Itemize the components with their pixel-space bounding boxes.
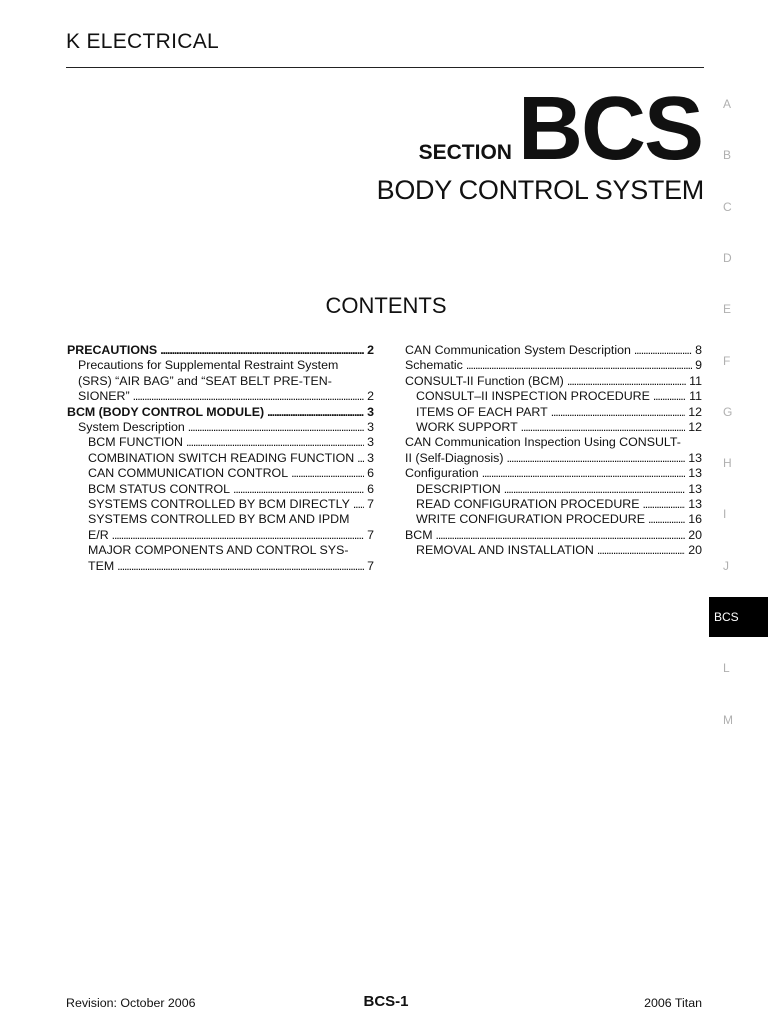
toc-right-column — [404, 343, 702, 559]
toc-entry-text: BCM FUNCTION — [88, 435, 183, 450]
toc-leader-dots — [521, 420, 686, 435]
toc-leader-dots — [597, 543, 685, 558]
toc-entry-text: CONSULT-II Function (BCM) — [405, 373, 564, 388]
section-heading — [418, 79, 702, 179]
toc-entry-line — [416, 497, 702, 512]
index-tab-bcs[interactable]: BCS — [709, 597, 768, 637]
toc-leader-dots — [643, 497, 686, 512]
section-name: BODY CONTROL SYSTEM — [376, 175, 704, 205]
toc-entry-text: WORK SUPPORT — [416, 420, 518, 435]
index-tab-c[interactable]: C — [723, 199, 732, 214]
index-tab-d[interactable]: D — [723, 250, 732, 265]
toc-page-number: 16 — [688, 512, 702, 527]
toc-entry-line — [88, 528, 374, 543]
toc-leader-dots — [291, 466, 364, 481]
toc-entry-line — [416, 512, 702, 527]
toc-entry-text: Schematic — [405, 358, 463, 373]
toc-entry[interactable] — [404, 358, 702, 373]
toc-leader-dots — [133, 389, 364, 404]
toc-entry[interactable] — [404, 435, 702, 466]
toc-entry-line — [416, 420, 702, 435]
toc-entry-text: REMOVAL AND INSTALLATION — [416, 543, 594, 558]
toc-entry[interactable] — [66, 435, 374, 450]
toc-entry-text: CONSULT–II INSPECTION PROCEDURE — [416, 389, 650, 404]
toc-entry-line — [405, 343, 702, 358]
toc-page-number: 3 — [367, 435, 374, 450]
header-divider — [66, 67, 704, 68]
toc-leader-dots — [188, 420, 364, 435]
toc-page-number: 11 — [689, 373, 702, 388]
index-tab-e[interactable]: E — [723, 302, 732, 317]
toc-leader-dots — [436, 528, 686, 543]
toc-entry-text: II (Self-Diagnosis) — [405, 450, 504, 465]
toc-entry-text: SYSTEMS CONTROLLED BY BCM DIRECTLY — [88, 497, 350, 512]
toc-leader-dots — [267, 405, 364, 420]
toc-entry[interactable] — [66, 466, 374, 481]
index-tab-l[interactable]: L — [723, 661, 730, 676]
toc-entry[interactable] — [404, 543, 702, 558]
toc-page-number: 8 — [695, 343, 702, 357]
toc-page-number: 6 — [367, 481, 374, 496]
toc-leader-dots — [117, 559, 364, 574]
toc-entry-text: BCM — [405, 527, 433, 542]
toc-entry[interactable] — [404, 420, 702, 435]
toc-leader-dots — [504, 482, 686, 497]
toc-entry-text: READ CONFIGURATION PROCEDURE — [416, 497, 640, 512]
toc-leader-dots — [186, 435, 364, 450]
toc-entry-text: ITEMS OF EACH PART — [416, 404, 548, 419]
toc-entry[interactable] — [66, 497, 374, 512]
toc-entry-text: System Description — [78, 420, 185, 435]
toc-entry-line — [405, 466, 702, 481]
toc-entry[interactable] — [66, 482, 374, 497]
toc-entry-text: PRECAUTIONS — [67, 343, 158, 357]
toc-leader-dots — [353, 497, 364, 512]
toc-page-number: 3 — [367, 420, 374, 435]
index-tab-b[interactable]: B — [723, 148, 732, 163]
toc-leader-dots — [551, 405, 685, 420]
toc-entry-line — [416, 405, 702, 420]
toc-leader-dots — [233, 482, 364, 497]
toc-entry-text: COMBINATION SWITCH READING FUNCTION — [88, 450, 355, 465]
toc-leader-dots — [482, 466, 686, 481]
toc-page-number: 13 — [688, 466, 702, 481]
footer-page-id: BCS-1 — [363, 993, 409, 1010]
toc-entry-text: Configuration — [405, 466, 479, 481]
index-tab-f[interactable]: F — [723, 353, 731, 368]
toc-page-number: 9 — [695, 358, 702, 373]
toc-entry[interactable] — [66, 358, 374, 404]
toc-entry[interactable] — [404, 482, 702, 497]
index-tab-g[interactable]: G — [723, 404, 733, 419]
index-tab-m[interactable]: M — [723, 712, 733, 727]
toc-entry-text: E/R — [88, 527, 109, 542]
toc-leader-dots — [634, 343, 692, 358]
index-tab-i[interactable]: I — [723, 507, 727, 522]
toc-entry-text: CAN Communication System Description — [405, 343, 631, 357]
toc-entry-text: DESCRIPTION — [416, 481, 501, 496]
toc-entry-text: SYSTEMS CONTROLLED BY BCM AND IPDM — [88, 512, 350, 527]
toc-page-number: 12 — [688, 404, 702, 419]
toc-entry-text: (SRS) “AIR BAG” and “SEAT BELT PRE-TEN- — [78, 373, 332, 388]
toc-entry[interactable] — [404, 497, 702, 512]
toc-leader-dots — [357, 451, 364, 466]
toc-entry-line — [416, 482, 702, 497]
toc-entry[interactable] — [66, 343, 374, 358]
toc-entry[interactable] — [66, 543, 374, 574]
toc-page-number: 13 — [688, 497, 702, 512]
toc-entry-text: Precautions for Supplemental Restraint System — [78, 358, 339, 373]
toc-entry-line — [88, 451, 374, 466]
toc-leader-dots — [567, 374, 686, 389]
toc-leader-dots — [112, 528, 364, 543]
toc-entry-text: CAN Communication Inspection Using CONSULT- — [405, 435, 681, 450]
toc-entry-line — [405, 451, 702, 466]
toc-entry-text: BCM STATUS CONTROL — [88, 481, 231, 496]
toc-page-number: 7 — [367, 497, 374, 512]
toc-entry-line — [416, 389, 702, 404]
toc-entry-line — [405, 358, 702, 373]
toc-page-number: 13 — [688, 481, 702, 496]
toc-entry-line — [78, 389, 374, 404]
toc-entry-text: WRITE CONFIGURATION PROCEDURE — [416, 512, 645, 527]
toc-page-number: 11 — [689, 389, 702, 404]
contents-title: CONTENTS — [325, 293, 447, 318]
toc-entry-line — [78, 420, 374, 435]
toc-entry[interactable] — [404, 389, 702, 404]
toc-page-number: 3 — [367, 404, 374, 419]
toc-page-number: 20 — [688, 543, 702, 558]
toc-entry-line — [67, 405, 374, 420]
section-code: BCS — [517, 79, 702, 179]
index-tab-j[interactable]: J — [723, 558, 729, 573]
toc-entry-line — [88, 466, 374, 481]
toc-entry-text: MAJOR COMPONENTS AND CONTROL SYS- — [88, 543, 349, 558]
toc-leader-dots — [506, 451, 685, 466]
toc-entry[interactable] — [404, 374, 702, 389]
toc-entry-line — [67, 343, 374, 358]
toc-entry[interactable] — [66, 420, 374, 435]
toc-left-column — [66, 343, 374, 574]
toc-entry-line — [88, 497, 374, 512]
index-tab-a[interactable]: A — [723, 97, 732, 111]
toc-leader-dots — [466, 358, 692, 373]
section-label: SECTION — [418, 141, 512, 164]
toc-entry[interactable] — [404, 512, 702, 527]
toc-entry[interactable] — [66, 405, 374, 420]
toc-entry-text: TEM — [88, 558, 115, 573]
index-tab-h[interactable]: H — [723, 456, 732, 471]
toc-page-number: 13 — [688, 450, 702, 465]
toc-page-number: 2 — [367, 343, 374, 357]
toc-leader-dots — [653, 389, 686, 404]
toc-entry-line — [88, 435, 374, 450]
toc-leader-dots — [160, 343, 364, 358]
toc-entry-line — [405, 374, 702, 389]
toc-entry-line — [416, 543, 702, 558]
toc-page-number: 6 — [367, 466, 374, 481]
toc-page-number: 2 — [367, 389, 374, 404]
toc-entry[interactable] — [404, 528, 702, 543]
manual-group-title: K ELECTRICAL — [66, 30, 219, 53]
toc-entry[interactable] — [404, 343, 702, 358]
toc-page-number: 12 — [688, 420, 702, 435]
footer-model: 2006 Titan — [644, 996, 702, 1010]
toc-entry-text: SIONER” — [78, 389, 130, 404]
toc-entry[interactable] — [66, 512, 374, 543]
toc-page-number: 3 — [367, 450, 374, 465]
toc-entry-line — [88, 482, 374, 497]
toc-entry-text: CAN COMMUNICATION CONTROL — [88, 466, 289, 481]
toc-page-number: 20 — [688, 527, 702, 542]
toc-entry[interactable] — [66, 451, 374, 466]
toc-entry-line — [88, 559, 374, 574]
toc-leader-dots — [648, 512, 685, 527]
footer-revision: Revision: October 2006 — [66, 996, 196, 1010]
toc-entry-line — [405, 528, 702, 543]
toc-entry[interactable] — [404, 405, 702, 420]
toc-page-number: 7 — [367, 558, 374, 573]
toc-entry-text: BCM (BODY CONTROL MODULE) — [67, 404, 265, 419]
toc-page-number: 7 — [367, 527, 374, 542]
toc-entry[interactable] — [404, 466, 702, 481]
